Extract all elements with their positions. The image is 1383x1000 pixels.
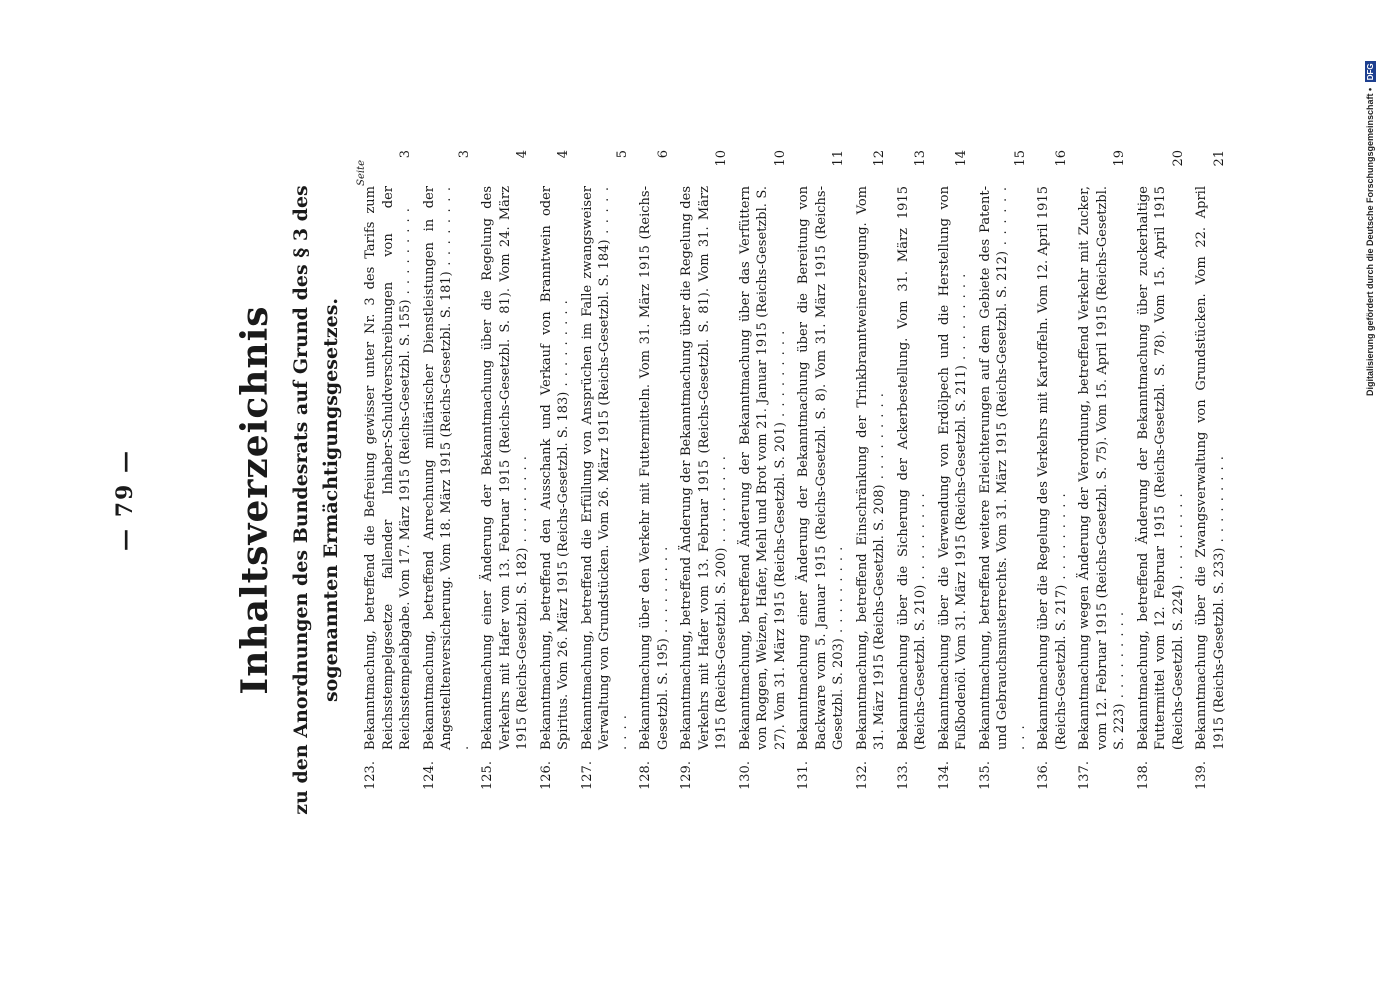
dot-leader: . . . . . . . . . bbox=[556, 299, 571, 392]
dot-leader: . . . . . . . . . bbox=[1112, 611, 1127, 704]
page-title: Inhaltsverzeichnis bbox=[234, 305, 276, 695]
page-number: — 79 — bbox=[112, 449, 138, 551]
entry-number: 134. bbox=[936, 761, 952, 790]
entry-text: Bekanntmachung, betreffend die Erfüllung von Ansprüchen im Falle zwangsweiser Verwaltung von Grundstücken. Vom 26. März 1915 (Reichs-Gesetzbl. S. 184) bbox=[579, 186, 612, 750]
entry-text: Bekanntmachung über den Verkehr mit Futtermitteln. Vom 31. März 1915 (Reichs-Gesetzbl. S. 195) bbox=[638, 186, 671, 750]
entry-page-number: 4 bbox=[556, 150, 571, 159]
entry-text: Bekanntmachung, betreffend weitere Erleichterungen auf dem Gebiete des Patent- und Gebrauchsmusterrechts. Vom 31. März 1915 (Reichs-Gesetzbl. S. 212) bbox=[977, 186, 1010, 750]
dot-leader: . . . . . . . . . bbox=[1053, 492, 1069, 585]
digitization-note bbox=[1363, 6, 1377, 396]
entry-text: Bekanntmachung über die Regelung des Verkehrs mit Kartoffeln. Vom 12. April 1915 (Reichs-Gesetzbl. S. 217) bbox=[1036, 186, 1069, 750]
entry-page-number: 10 bbox=[714, 150, 729, 167]
entry-page-number: 3 bbox=[456, 150, 472, 159]
dot-leader: . . . . . . . . . bbox=[398, 207, 413, 300]
entry-number: 131. bbox=[796, 761, 811, 790]
dot-leader: . . . . . . . . . bbox=[714, 455, 729, 548]
dot-leader: . . . . . . . . . bbox=[995, 186, 1028, 750]
entry-number: 124. bbox=[421, 761, 437, 790]
dot-leader: . . . . . . . . . bbox=[1211, 455, 1227, 548]
toc-entry bbox=[895, 150, 930, 790]
toc-entry bbox=[795, 150, 848, 790]
entry-text: Bekanntmachung, betreffend Einschränkung der Trinkbranntweinerzeugung. Vom 31. März 1915 (Reichs-Gesetzbl. S. 208) bbox=[854, 186, 887, 750]
entry-number: 132. bbox=[854, 761, 870, 790]
entry-page-number: 3 bbox=[398, 150, 413, 159]
entry-page-number: 21 bbox=[1211, 150, 1227, 167]
entry-number: 126. bbox=[538, 761, 554, 790]
toc-entry bbox=[421, 150, 474, 790]
dot-leader: . . . . . . . . . bbox=[1170, 492, 1186, 585]
toc-entry bbox=[678, 150, 731, 790]
entry-page-number: 19 bbox=[1112, 150, 1127, 167]
entry-text: Bekanntmachung, betreffend den Ausschank und Verkauf von Branntwein oder Spiritus. Vom 26. März 1915 (Reichs-Gesetzbl. S. 183) bbox=[538, 186, 571, 750]
toc-entry bbox=[1135, 150, 1188, 790]
entry-page-number: 12 bbox=[872, 150, 887, 167]
entry-number: 125. bbox=[480, 761, 495, 790]
toc-entry bbox=[1076, 150, 1129, 790]
toc-entry bbox=[737, 150, 790, 790]
digitization-note-text: Digitalisierung gefördert durch die Deutsche Forschungsgemeinschaft • bbox=[1365, 87, 1375, 396]
entry-page-number: 20 bbox=[1170, 150, 1186, 167]
entry-text: Bekanntmachung, betreffend Anrechnung militärischer Dienstleistungen in der Angestelltenversicherung. Vom 18. März 1915 (Reichs-Gesetzbl. S. 181) bbox=[421, 186, 454, 750]
entry-number: 123. bbox=[363, 761, 378, 790]
entry-text: Bekanntmachung, betreffend die Befreiung gewisser unter Nr. 3 des Tarifs zum Reichsstempelgesetze fallender Inhaber-Schuldverschreibungen von der Reichsstempelabgabe. Vom 17. März 1915 (Reichs-Gesetzbl. S. 155) bbox=[363, 186, 413, 750]
toc-entry bbox=[854, 150, 889, 790]
entry-number: 133. bbox=[895, 761, 911, 790]
entry-page-number: 4 bbox=[515, 150, 530, 159]
entry-text: Bekanntmachung, betreffend Änderung der Bekanntmachung über zuckerhaltige Futtermittel vom 12. Februar 1915 (Reichs-Gesetzbl. S. 78). Vom 15. April 1915 (Reichs-Gesetzbl. S. 224) bbox=[1135, 186, 1186, 750]
entry-number: 129. bbox=[679, 761, 694, 790]
entry-text: Bekanntmachung wegen Änderung der Verordnung, betreffend Verkehr mit Zucker, vom 12. Februar 1915 (Reichs-Gesetzbl. S. 75). Vom 15. April 1915 (Reichs-Gesetzbl. S. 223) bbox=[1077, 186, 1127, 750]
dot-leader: . . . . . . . . . bbox=[655, 545, 671, 639]
entry-number: 135. bbox=[977, 761, 993, 790]
dot-leader: . . . . . . . . . bbox=[954, 272, 969, 366]
entry-page-number: 11 bbox=[831, 150, 846, 167]
entry-text: Bekanntmachung, betreffend Änderung der Bekanntmachung über das Verfüttern von Roggen, Weizen, Hafer, Mehl und Brot vom 21. Januar 1915 (Reichs-Gesetzbl. S. 27). Vom 31. März 1915 (Reichs-Gesetzbl. S. 201) bbox=[737, 186, 788, 750]
entry-text: Bekanntmachung einer Änderung der Bekanntmachung über die Bereitung von Backware vom 5. Januar 1915 (Reichs-Gesetzbl. S. 8). Vom 31. März 1915 (Reichs-Gesetzbl. S. 203) bbox=[796, 186, 846, 750]
dot-leader: . . . . . . . . . bbox=[597, 185, 630, 750]
toc-entry bbox=[977, 150, 1030, 790]
entry-number: 128. bbox=[638, 761, 653, 790]
page-subtitle: zu den Anordnungen des Bundesrats auf Grund des § 3 des sogenannten Ermächtigungsgesetzes. bbox=[290, 185, 342, 815]
dot-leader: . . . . . . . . . bbox=[515, 455, 530, 548]
table-of-contents bbox=[362, 150, 1234, 790]
entry-number: 138. bbox=[1135, 761, 1151, 790]
entry-page-number: 14 bbox=[954, 150, 969, 167]
entry-text: Bekanntmachung über die Verwendung von Erdölpech und die Herstellung von Fußbodenöl. Vom 31. März 1915 (Reichs-Gesetzbl. S. 211) bbox=[936, 186, 969, 750]
toc-entry bbox=[1035, 150, 1070, 790]
entry-text: Bekanntmachung, betreffend Änderung der Bekanntmachung über die Regelung des Verkehrs mit Hafer vom 13. Februar 1915 (Reichs-Gesetzbl. S. 81). Vom 31. März 1915 (Reichs-Gesetzbl. S. 200) bbox=[679, 186, 729, 750]
entry-number: 130. bbox=[737, 761, 753, 790]
entry-number: 127. bbox=[579, 761, 595, 790]
entry-page-number: 10 bbox=[772, 150, 788, 167]
dfg-logo: DFG bbox=[1366, 63, 1375, 81]
entry-number: 137. bbox=[1077, 761, 1092, 790]
entry-page-number: 13 bbox=[913, 150, 928, 167]
entry-text: Bekanntmachung über die Sicherung der Ackerbestellung. Vom 31. März 1915 (Reichs-Gesetzbl. S. 210) bbox=[895, 186, 928, 750]
entry-page-number: 16 bbox=[1053, 150, 1069, 167]
dot-leader: . . . . . . . . . bbox=[872, 392, 887, 485]
entry-page-number: 5 bbox=[614, 150, 630, 159]
toc-entry bbox=[538, 150, 573, 790]
toc-entry bbox=[579, 150, 632, 790]
page-column-label: Seite bbox=[356, 160, 367, 186]
entry-number: 136. bbox=[1036, 761, 1051, 790]
entry-page-number: 6 bbox=[655, 150, 671, 159]
entry-text: Bekanntmachung über die Zwangsverwaltung von Grundstücken. Vom 22. April 1915 (Reichs-Gesetzbl. S. 233) bbox=[1194, 186, 1227, 750]
dot-leader: . . . . . . . . . bbox=[772, 329, 788, 423]
toc-entry bbox=[362, 150, 415, 790]
entry-text: Bekanntmachung einer Änderung der Bekanntmachung über die Regelung des Verkehrs mit Hafer vom 13. Februar 1915 (Reichs-Gesetzbl. S. 81). Vom 24. März 1915 (Reichs-Gesetzbl. S. 182) bbox=[480, 186, 530, 750]
entry-page-number: 15 bbox=[1012, 150, 1028, 167]
toc-entry bbox=[479, 150, 532, 790]
toc-entry bbox=[1193, 150, 1228, 790]
dot-leader: . . . . . . . . . bbox=[831, 545, 846, 639]
toc-entry bbox=[637, 150, 672, 790]
toc-entry bbox=[936, 150, 971, 790]
entry-number: 139. bbox=[1194, 761, 1209, 790]
dot-leader: . . . . . . . . . bbox=[913, 492, 928, 585]
dot-leader: . . . . . . . . . bbox=[439, 186, 472, 750]
